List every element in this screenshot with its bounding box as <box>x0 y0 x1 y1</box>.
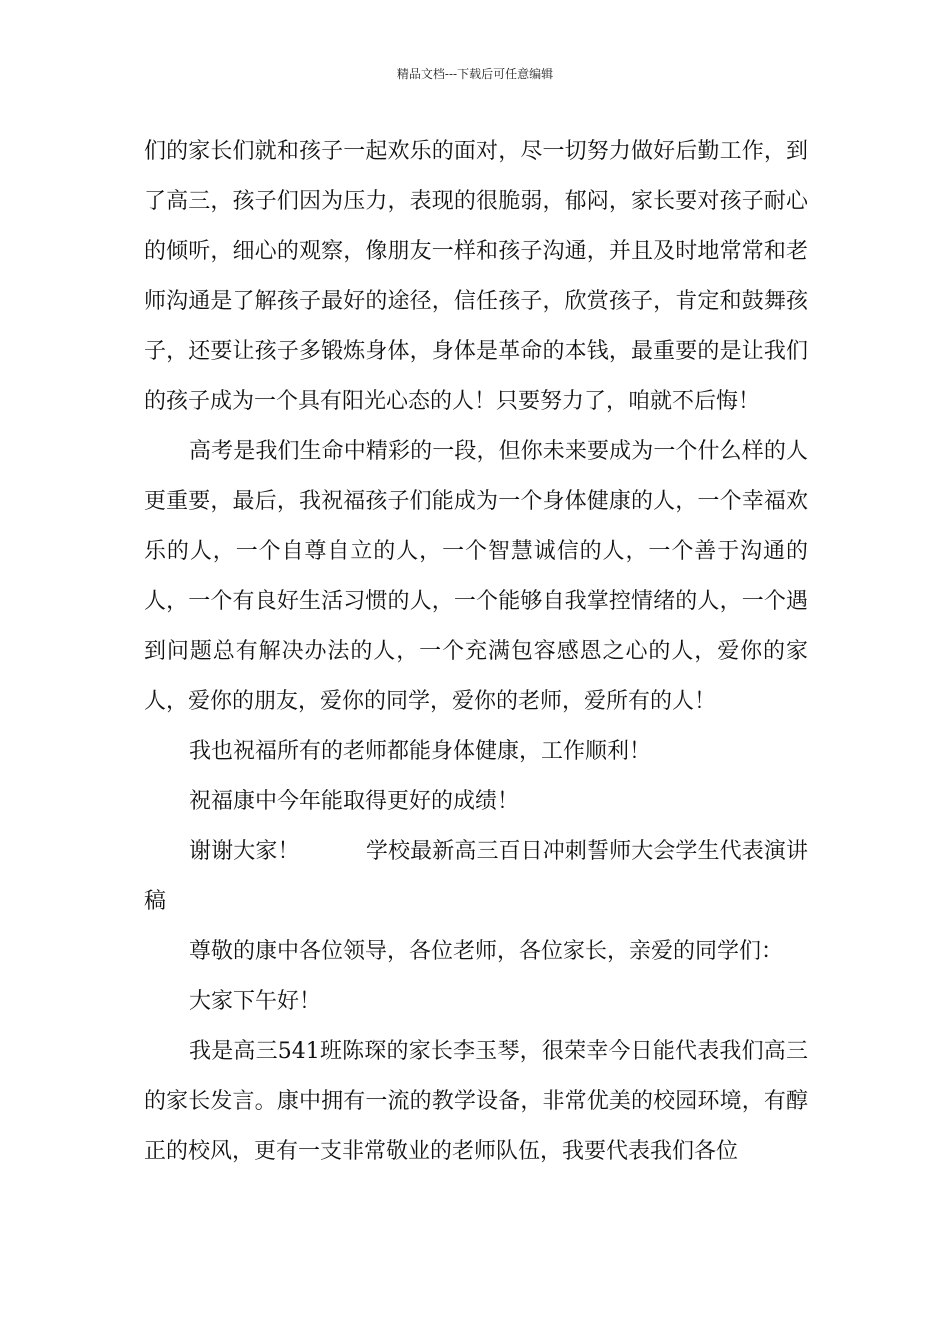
paragraph-1: 们的家长们就和孩子一起欢乐的面对，尽一切努力做好后勤工作，到了高三，孩子们因为压力，表现的很脆弱，郁闷，家长要对孩子耐心的倾听，细心的观察，像朋友一样和孩子沟通，并且及时地常常和老师沟通是了解孩子最好的途径，信任孩子，欣赏孩子，肯定和鼓舞孩子，还要让孩子多锻炼身体，身体是革命的本钱，最重要的是让我们的孩子成为一个具有阳光心态的人！只要努力了，咱就不后悔！ <box>144 139 808 414</box>
paragraph-7: 大家下午好！ <box>189 989 322 1014</box>
page-header: 精品文档---下载后可任意编辑 <box>396 67 554 81</box>
paragraph-4: 祝福康中今年能取得更好的成绩！ <box>189 789 520 814</box>
paragraph-5: 谢谢大家！ 学校最新高三百日冲刺誓师大会学生代表演讲稿 <box>144 839 808 914</box>
paragraph-6: 尊敬的康中各位领导，各位老师，各位家长，亲爱的同学们： <box>189 939 784 964</box>
paragraph-8: 我是高三541班陈琛的家长李玉琴，很荣幸今日能代表我们高三的家长发言。康中拥有一流的教学设备，非常优美的校园环境，有醇正的校风，更有一支非常敬业的老师队伍，我要代表我们各位 <box>144 1039 808 1164</box>
paragraph-2: 高考是我们生命中精彩的一段，但你未来要成为一个什么样的人更重要，最后，我祝福孩子们能成为一个身体健康的人，一个幸福欢乐的人，一个自尊自立的人，一个智慧诚信的人，一个善于沟通的人，一个有良好生活习惯的人，一个能够自我掌控情绪的人，一个遇到问题总有解决办法的人，一个充满包容感恩之心的人，爱你的家人，爱你的朋友，爱你的同学，爱你的老师，爱所有的人！ <box>144 439 808 714</box>
document-body <box>144 127 808 1177</box>
paragraph-3: 我也祝福所有的老师都能身体健康，工作顺利！ <box>189 739 652 764</box>
